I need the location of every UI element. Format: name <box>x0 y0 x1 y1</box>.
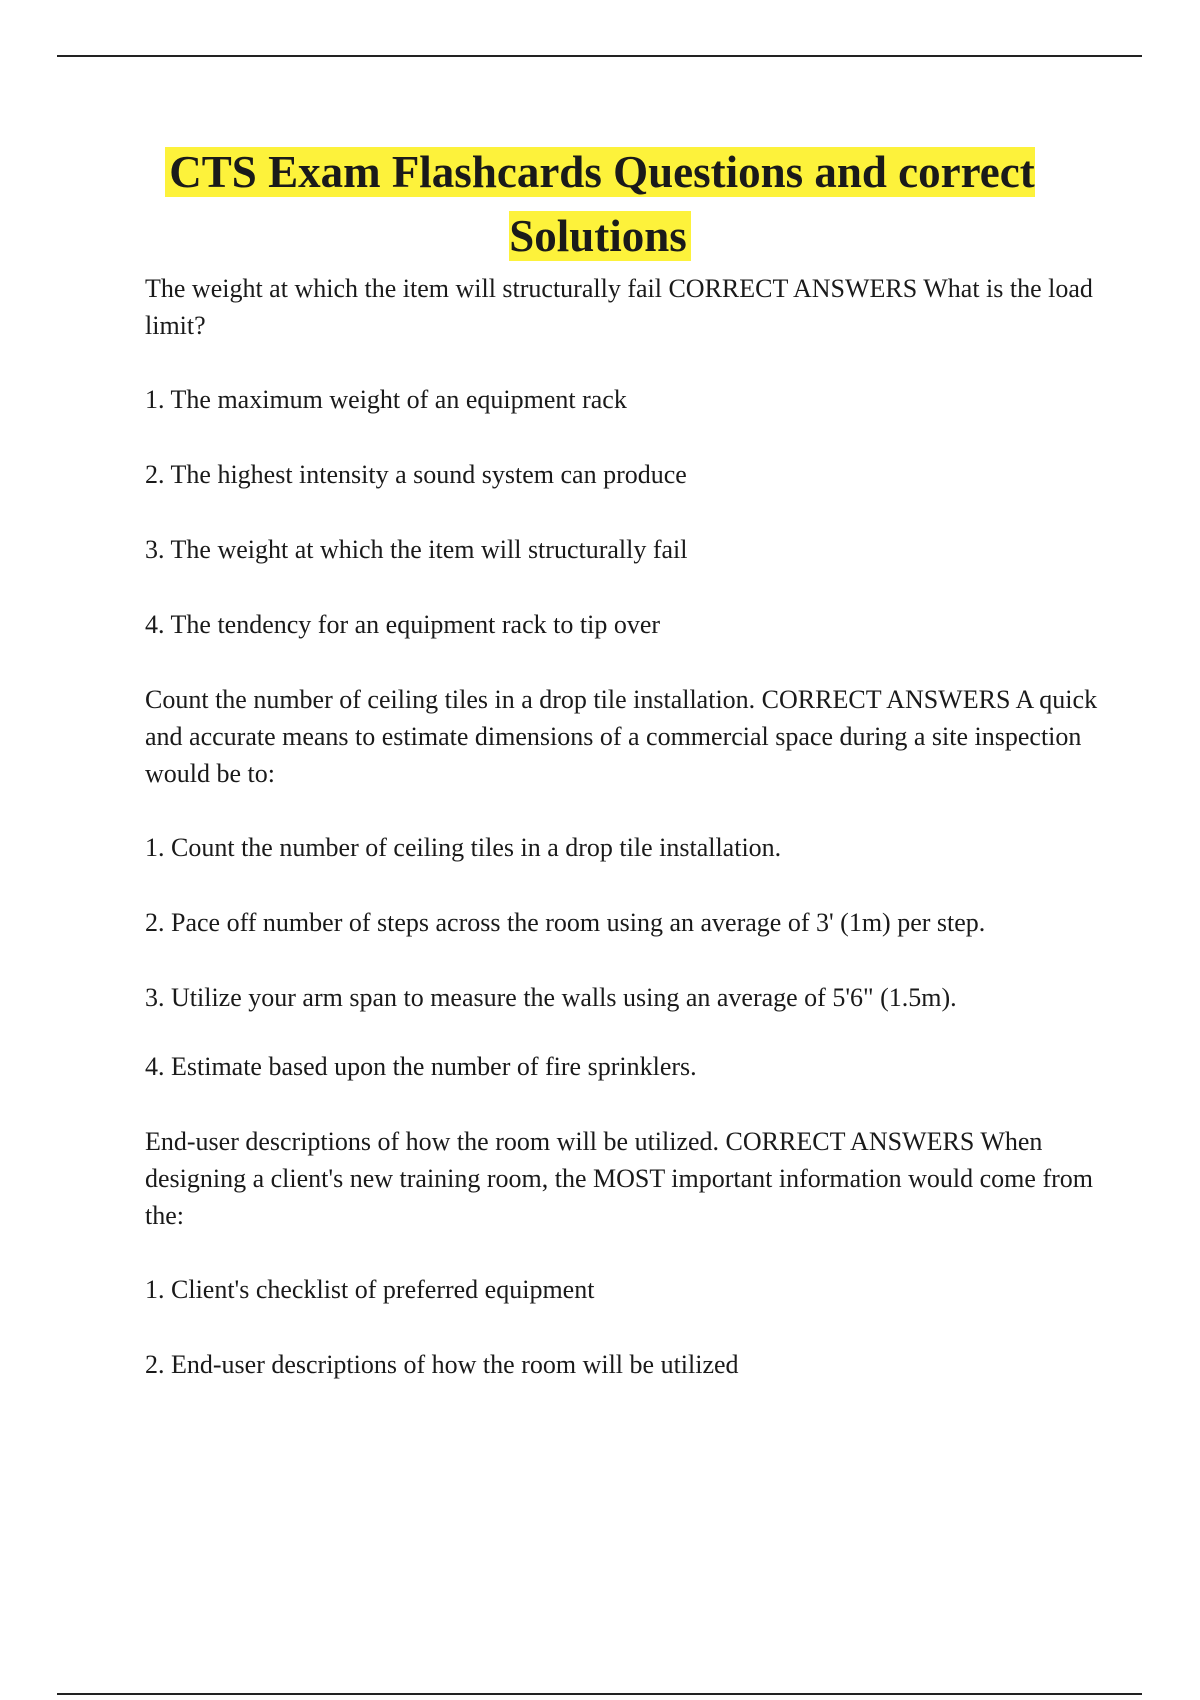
answer-option: 3. The weight at which the item will structurally fail <box>145 535 688 564</box>
answer-option: 3. Utilize your arm span to measure the walls using an average of 5'6" (1.5m). <box>145 983 957 1012</box>
document-body <box>145 270 1105 1383</box>
answer-option: 2. End-user descriptions of how the room will be utilized <box>145 1350 739 1379</box>
answer-option: 4. Estimate based upon the number of fire sprinklers. <box>145 1052 697 1081</box>
document-title <box>100 140 1100 268</box>
question-prompt: End-user descriptions of how the room will be utilized. CORRECT ANSWERS When designing a client's new training room, the MOST important information would come from the: <box>145 1127 1093 1230</box>
answer-option: 2. Pace off number of steps across the room using an average of 3' (1m) per step. <box>145 908 986 937</box>
question-prompt: Count the number of ceiling tiles in a drop tile installation. CORRECT ANSWERS A quick and accurate means to estimate dimensions of a commercial space during a site inspection would be to: <box>145 685 1098 788</box>
answer-option: 1. The maximum weight of an equipment rack <box>145 385 627 414</box>
answer-option: 2. The highest intensity a sound system can produce <box>145 460 687 489</box>
bottom-rule <box>57 1693 1142 1695</box>
answer-option: 1. Count the number of ceiling tiles in a drop tile installation. <box>145 833 782 862</box>
answer-option: 1. Client's checklist of preferred equipment <box>145 1275 595 1304</box>
answer-option: 4. The tendency for an equipment rack to tip over <box>145 610 661 639</box>
title-highlight: CTS Exam Flashcards Questions and correct Solutions <box>165 147 1034 261</box>
question-prompt: The weight at which the item will structurally fail CORRECT ANSWERS What is the load limit? <box>145 274 1093 340</box>
top-rule <box>57 55 1142 57</box>
